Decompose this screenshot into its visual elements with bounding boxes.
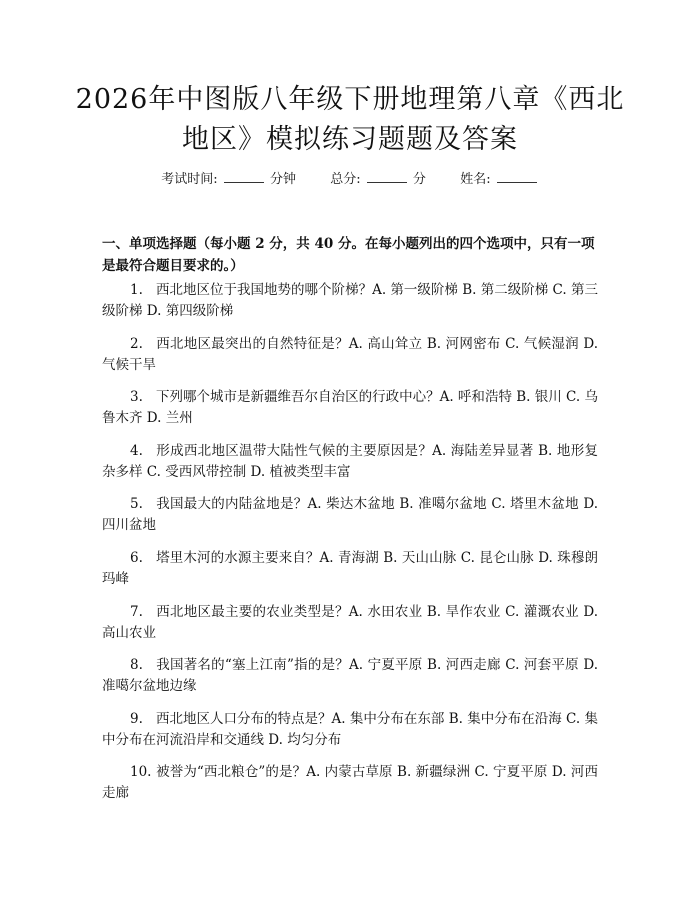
- score-blank: [367, 170, 407, 183]
- question-number: 1.: [130, 282, 143, 298]
- question-number: 3.: [130, 389, 143, 406]
- question-item: [102, 387, 598, 429]
- exam-meta: [0, 170, 700, 189]
- question-number: 9.: [130, 710, 143, 727]
- question-text: 被誉为“西北粮仓”的是？A. 内蒙古草原 B. 新疆绿洲 C. 宁夏平原 D. 河西走廊: [102, 764, 598, 802]
- question-text: 我国最大的内陆盆地是？A. 柴达木盆地 B. 准噶尔盆地 C. 塔里木盆地 D. 四川盆地: [102, 496, 598, 534]
- document-title: 2026年中图版八年级下册地理第八章《西北地区》模拟练习题题及答案: [75, 84, 625, 155]
- time-label: 考试时间:: [161, 172, 218, 187]
- name-label: 姓名:: [460, 172, 491, 187]
- question-item: [102, 494, 598, 536]
- question-number: 8.: [130, 657, 143, 674]
- score-label: 总分:: [330, 172, 361, 187]
- question-number: 5.: [130, 496, 143, 513]
- question-item: [102, 602, 598, 644]
- question-text: 西北地区最突出的自然特征是？A. 高山耸立 B. 河网密布 C. 气候湿润 D. 气候干旱: [102, 335, 598, 373]
- question-text: 下列哪个城市是新疆维吾尔自治区的行政中心？A. 呼和浩特 B. 银川 C. 乌鲁木齐 D. 兰州: [102, 389, 598, 427]
- question-item: [102, 334, 598, 376]
- name-blank: [497, 170, 537, 183]
- question-item: [102, 441, 598, 483]
- question-text: 西北地区最主要的农业类型是？A. 水田农业 B. 旱作农业 C. 灌溉农业 D. 高山农业: [102, 603, 598, 641]
- score-unit: 分: [412, 172, 426, 187]
- question-number: 4.: [130, 442, 143, 459]
- question-text: 西北地区人口分布的特点是？A. 集中分布在东部 B. 集中分布在沿海 C. 集中分布在河流沿岸和交通线 D. 均匀分布: [102, 710, 598, 748]
- section-heading: 一、单项选择题（每小题 2 分，共 40 分。在每小题列出的四个选项中，只有一项是最符合题目要求的。）: [102, 236, 595, 274]
- question-list: [102, 280, 598, 816]
- question-item: [102, 762, 598, 804]
- question-item: [102, 709, 598, 751]
- question-item: [102, 655, 598, 697]
- question-item: [102, 280, 598, 322]
- question-text: 我国著名的“塞上江南”指的是？A. 宁夏平原 B. 河西走廊 C. 河套平原 D. 准噶尔盆地边缘: [102, 657, 598, 695]
- question-number: 10.: [130, 764, 152, 781]
- question-text: 西北地区位于我国地势的哪个阶梯？A. 第一级阶梯 B. 第二级阶梯 C. 第三级阶梯 D. 第四级阶梯: [102, 282, 598, 319]
- question-number: 6.: [130, 549, 143, 566]
- time-blank: [224, 170, 264, 183]
- question-text: 形成西北地区温带大陆性气候的主要原因是？A. 海陆差异显著 B. 地形复杂多样 C. 受西风带控制 D. 植被类型丰富: [102, 442, 598, 480]
- question-text: 塔里木河的水源主要来自？A. 青海湖 B. 天山山脉 C. 昆仑山脉 D. 珠穆朗玛峰: [102, 549, 598, 587]
- time-unit: 分钟: [269, 172, 296, 187]
- question-item: [102, 548, 598, 590]
- question-number: 2.: [130, 335, 143, 352]
- question-number: 7.: [130, 603, 143, 620]
